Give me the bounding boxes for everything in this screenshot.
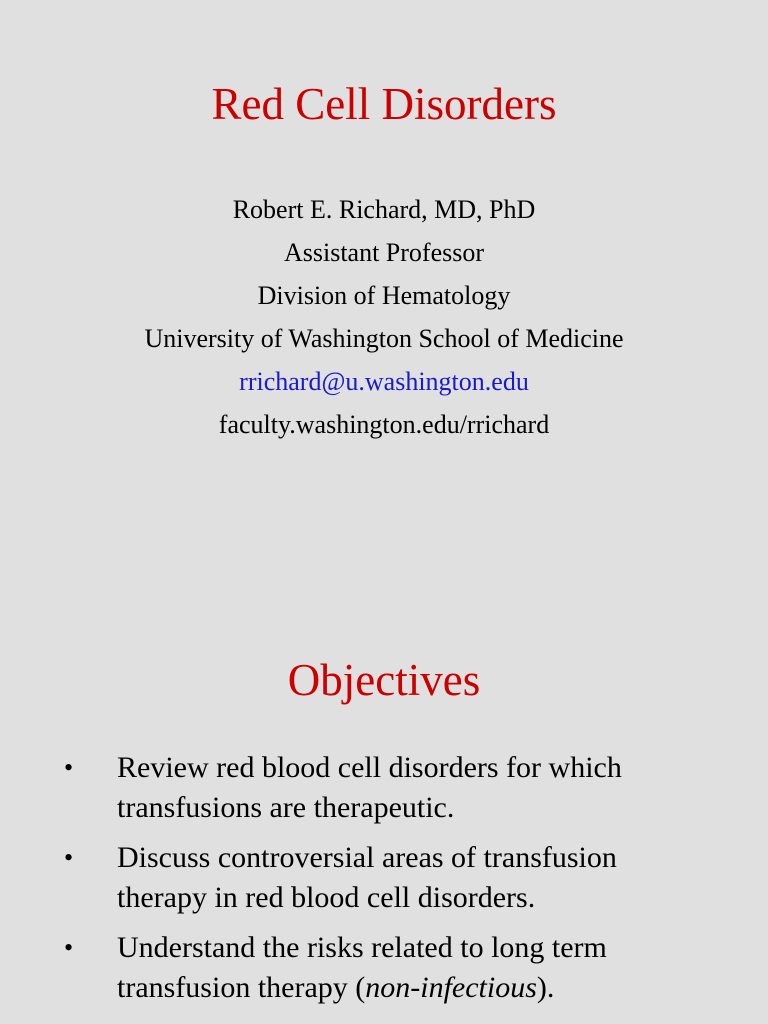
- author-website: faculty.washington.edu/rrichard: [218, 410, 550, 439]
- author-position: Assistant Professor: [283, 238, 485, 267]
- objective-text: [117, 931, 607, 1004]
- author-division: Division of Hematology: [257, 281, 511, 310]
- objective-text: Discuss controversial areas of transfusion therapy in red blood cell disorders.: [117, 841, 617, 914]
- objective-text-part: ).: [536, 971, 555, 1004]
- objective-text: Review red blood cell disorders for which transfusions are therapeutic.: [117, 751, 622, 824]
- objective-item: [0, 838, 768, 918]
- author-info: [134, 192, 634, 450]
- bullet-icon: •: [64, 753, 74, 782]
- objectives-title: Objectives: [287, 655, 481, 705]
- objective-item: [0, 928, 768, 1008]
- author-institution: University of Washington School of Medicine: [144, 324, 624, 353]
- objectives-list: [0, 748, 768, 1018]
- slide-title: Red Cell Disorders: [211, 79, 557, 129]
- objective-text-part: Understand the risks related to long term transfusion therapy (: [117, 931, 607, 1004]
- objective-item: [0, 748, 768, 828]
- objective-text-italic: non-infectious: [365, 971, 537, 1004]
- bullet-icon: •: [64, 933, 74, 962]
- objectives-slide: [0, 560, 768, 1024]
- author-email-link[interactable]: rrichard@u.washington.edu: [239, 367, 529, 396]
- author-name: Robert E. Richard, MD, PhD: [232, 195, 536, 224]
- bullet-icon: •: [64, 843, 74, 872]
